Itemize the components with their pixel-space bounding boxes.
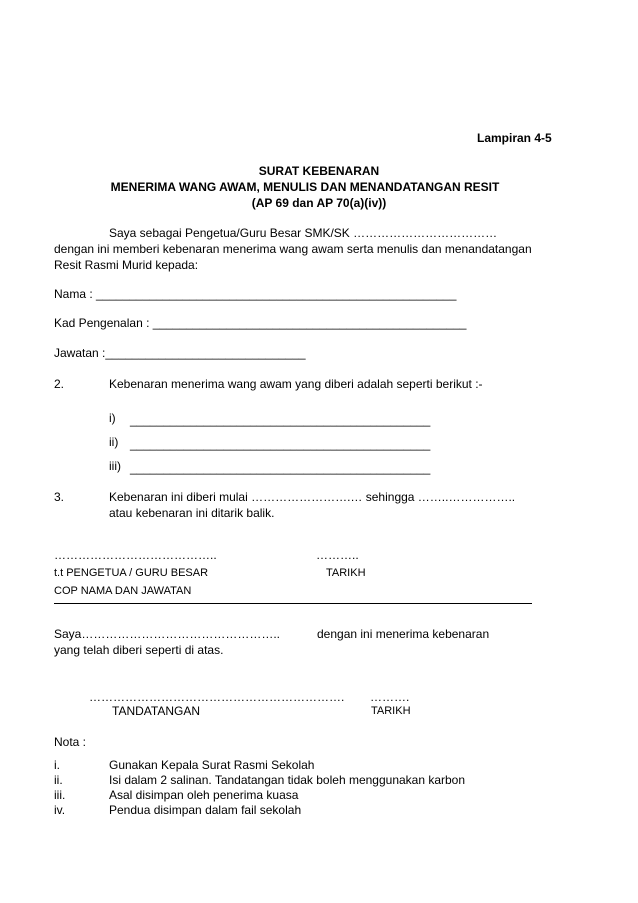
date-dots: ……….: [370, 690, 410, 704]
nota-item-text: Isi dalam 2 salinan. Tandatangan tidak boleh menggunakan karbon: [109, 773, 466, 787]
sub-item-label: ii): [109, 435, 119, 449]
item-3-text-2: atau kebenaran ini ditarik balik.: [109, 506, 275, 520]
cop-label: COP NAMA DAN JAWATAN: [54, 585, 192, 597]
title-line-3: (AP 69 dan AP 70(a)(iv)): [251, 196, 387, 210]
jawatan-field: Jawatan :______________________________: [54, 346, 306, 360]
title-line-2: MENERIMA WANG AWAM, MENULIS DAN MENANDATANGAN RESIT: [110, 180, 500, 194]
date-label: TARIKH: [371, 705, 411, 717]
title-line-1: SURAT KEBENARAN: [258, 164, 380, 178]
nota-item-number: i.: [54, 758, 60, 772]
item-2-number: 2.: [54, 377, 65, 391]
item-3-text-1: Kebenaran ini diberi mulai …………………….… sehingga ……..……………..: [109, 490, 516, 504]
signature-label: TANDATANGAN: [112, 704, 201, 718]
kad-pengenalan-field: Kad Pengenalan : _______________________________________________: [54, 316, 467, 330]
sub-item-line: _____________________________________________: [130, 461, 431, 475]
acceptance-line-1-left: Saya…………………………………………..: [54, 627, 281, 641]
intro-line-1: Saya sebagai Pengetua/Guru Besar SMK/SK ………………………………: [109, 226, 498, 240]
acceptance-line-2: yang telah diberi seperti di atas.: [54, 643, 224, 657]
nota-item-number: iv.: [54, 803, 66, 817]
acceptance-line-1-right: dengan ini menerima kebenaran: [317, 627, 490, 641]
sub-item-label: iii): [109, 459, 121, 473]
item-2-text: Kebenaran menerima wang awam yang diberi adalah seperti berikut :-: [109, 377, 483, 391]
signature-dots: …………………………………..: [54, 548, 217, 562]
signature-dots: ……………………………………………………….: [89, 690, 345, 704]
nota-item-number: iii.: [54, 788, 66, 802]
sub-item-line: _____________________________________________: [130, 413, 431, 427]
date-label: TARIKH: [326, 567, 366, 579]
nama-field: Nama : ______________________________________________________: [54, 287, 457, 301]
nota-item-text: Asal disimpan oleh penerima kuasa: [109, 788, 299, 802]
signature-label: t.t PENGETUA / GURU BESAR: [54, 567, 209, 579]
intro-line-2: dengan ini memberi kebenaran menerima wang awam serta menulis dan menandatangan: [54, 242, 532, 256]
nota-item-number: ii.: [54, 773, 63, 787]
nota-item-text: Gunakan Kepala Surat Rasmi Sekolah: [109, 758, 315, 772]
date-dots: ………..: [316, 548, 359, 562]
intro-line-3: Resit Rasmi Murid kepada:: [54, 258, 199, 272]
nota-item-text: Pendua disimpan dalam fail sekolah: [109, 803, 302, 817]
divider: [54, 603, 532, 604]
sub-item-line: _____________________________________________: [130, 437, 431, 451]
lampiran-label: Lampiran 4-5: [477, 131, 552, 145]
nota-title: Nota :: [54, 735, 87, 749]
item-3-number: 3.: [54, 490, 65, 504]
sub-item-label: i): [109, 411, 116, 425]
